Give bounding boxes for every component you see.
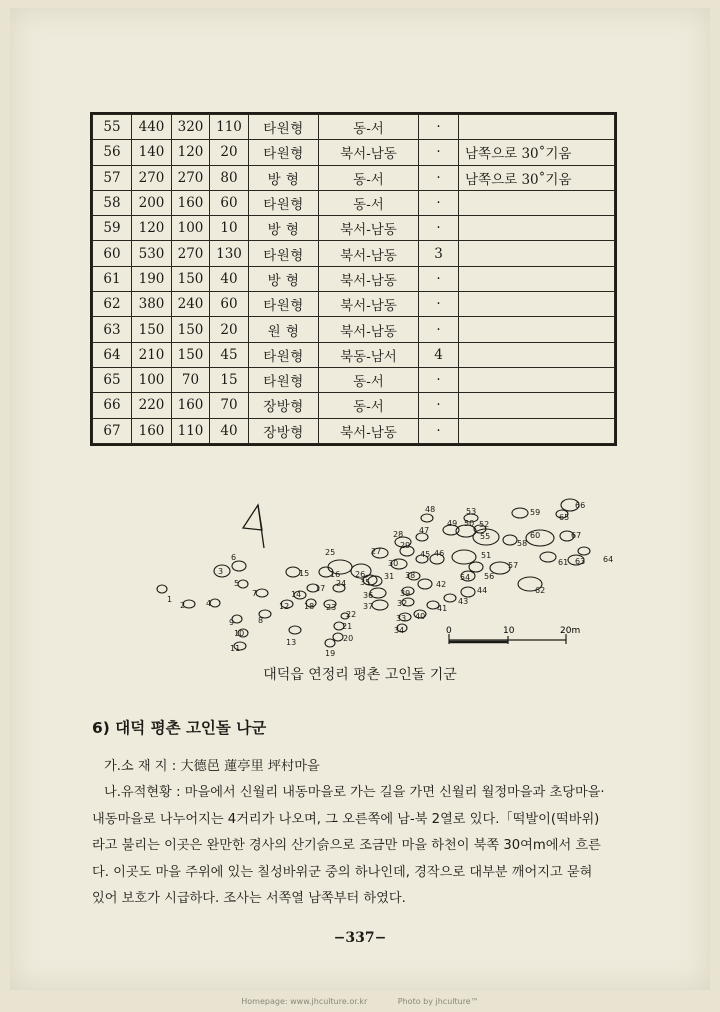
footer-homepage: Homepage: www.jhculture.or.kr: [241, 997, 368, 1006]
cell-shape: 방 형: [249, 266, 319, 291]
cell-shape: 타원형: [249, 241, 319, 266]
dolmen-stone-label: 67: [571, 531, 582, 540]
cell-length: 100: [132, 367, 172, 392]
cell-width: 240: [172, 292, 210, 317]
cell-direction: 북서-남동: [319, 292, 419, 317]
dolmen-stone-label: 1: [167, 595, 173, 604]
dolmen-stone-label: 61: [558, 558, 569, 567]
cell-width: 150: [172, 317, 210, 342]
description-line-2: 내동마을로 나누어지는 4거리가 나오며, 그 오른쪽에 남-북 2열로 있다.「떡발이(떡바위): [92, 811, 600, 827]
section-heading: 6) 대덕 평촌 고인돌 나군: [92, 719, 267, 737]
dolmen-stone-label: 3: [218, 567, 224, 576]
cell-note: [459, 367, 615, 392]
scale-label-mid: 10: [503, 626, 515, 636]
cell-note: [459, 190, 615, 215]
dolmen-stone-label: 58: [517, 539, 528, 548]
dolmen-stone-label: 56: [484, 572, 495, 581]
cell-note: [459, 241, 615, 266]
cell-note: [459, 292, 615, 317]
cell-length: 140: [132, 140, 172, 165]
cell-length: 190: [132, 266, 172, 291]
dolmen-stone-label: 59: [530, 508, 541, 517]
cell-length: 220: [132, 393, 172, 418]
cell-thickness: 20: [210, 317, 249, 342]
cell-mark: ·: [419, 165, 459, 190]
cell-mark: ·: [419, 393, 459, 418]
cell-length: 380: [132, 292, 172, 317]
description-paragraph: [92, 780, 652, 913]
dolmen-stone-label: 7: [252, 589, 258, 598]
cell-thickness: 45: [210, 342, 249, 367]
dolmen-stone-label: 5: [234, 579, 240, 588]
cell-mark: ·: [419, 367, 459, 392]
dolmen-stone-label: 12: [279, 602, 290, 611]
cell-shape: 방 형: [249, 216, 319, 241]
cell-mark: ·: [419, 266, 459, 291]
dolmen-stone-label: 36: [363, 591, 374, 600]
cell-thickness: 60: [210, 190, 249, 215]
cell-width: 120: [172, 140, 210, 165]
dolmen-stone-label: 40: [415, 612, 426, 621]
dolmen-stone-label: 42: [436, 580, 447, 589]
dolmen-stone-label: 22: [346, 610, 357, 619]
figure-caption: 대덕읍 연정리 평촌 고인돌 기군: [263, 667, 457, 683]
dolmen-stone-label: 64: [603, 555, 614, 564]
cell-mark: ·: [419, 190, 459, 215]
table-row: [93, 266, 615, 291]
cell-note: 남쪽으로 30˚기움: [459, 140, 615, 165]
cell-note: [459, 418, 615, 443]
cell-direction: 동-서: [319, 165, 419, 190]
cell-no: 61: [93, 266, 132, 291]
cell-mark: 4: [419, 342, 459, 367]
cell-mark: ·: [419, 216, 459, 241]
table-row: [93, 418, 615, 443]
cell-shape: 타원형: [249, 115, 319, 140]
dolmen-stone-label: 18: [304, 602, 315, 611]
cell-width: 70: [172, 367, 210, 392]
cell-direction: 북서-남동: [319, 241, 419, 266]
cell-shape: 방 형: [249, 165, 319, 190]
scale-label-zero: 0: [446, 626, 452, 636]
cell-direction: 동-서: [319, 115, 419, 140]
dolmen-stone-label: 52: [479, 520, 490, 529]
footer-credits: [0, 997, 720, 1006]
table-row: [93, 393, 615, 418]
dolmen-stone-label: 60: [530, 531, 541, 540]
cell-note: [459, 266, 615, 291]
dolmen-stone-label: 6: [231, 553, 237, 562]
cell-no: 58: [93, 190, 132, 215]
dolmen-stone-label: 26: [355, 570, 366, 579]
cell-no: 64: [93, 342, 132, 367]
dolmen-measurement-table: [92, 114, 615, 444]
dolmen-stone-label: 20: [343, 634, 354, 643]
dolmen-stone-label: 16: [330, 570, 341, 579]
table-row: [93, 241, 615, 266]
cell-direction: 동-서: [319, 393, 419, 418]
dolmen-stone-label: 32: [397, 599, 408, 608]
page-number: −337−: [333, 930, 387, 946]
cell-shape: 타원형: [249, 292, 319, 317]
cell-length: 160: [132, 418, 172, 443]
table-row: [93, 342, 615, 367]
dolmen-stone-label: 37: [363, 602, 374, 611]
cell-width: 150: [172, 342, 210, 367]
cell-shape: 장방형: [249, 418, 319, 443]
dolmen-stone-label: 62: [535, 586, 546, 595]
cell-width: 320: [172, 115, 210, 140]
cell-mark: ·: [419, 317, 459, 342]
dolmen-stone-label: 8: [258, 616, 264, 625]
dolmen-stone-label: 31: [384, 572, 395, 581]
cell-width: 150: [172, 266, 210, 291]
dolmen-stone-label: 17: [315, 584, 326, 593]
cell-note: [459, 317, 615, 342]
dolmen-stone-label: 49: [447, 519, 458, 528]
description-line-3: 라고 불리는 이곳은 완만한 경사의 산기슭으로 조금만 마을 하천이 북쪽 30여m에서 흐른: [92, 838, 601, 853]
cell-direction: 동-서: [319, 367, 419, 392]
footer-photo-credit: Photo by jhculture™: [397, 997, 479, 1006]
cell-direction: 북서-남동: [319, 418, 419, 443]
dolmen-stone-label: 54: [460, 573, 471, 582]
cell-mark: ·: [419, 140, 459, 165]
cell-note: [459, 393, 615, 418]
table-row: [93, 292, 615, 317]
dolmen-stone-label: 29: [400, 541, 411, 550]
dolmen-stone-label: 50: [464, 519, 475, 528]
dolmen-stone-label: 25: [325, 548, 336, 557]
cell-no: 56: [93, 140, 132, 165]
cell-length: 210: [132, 342, 172, 367]
cell-length: 150: [132, 317, 172, 342]
dolmen-stone-label: 13: [286, 638, 297, 647]
description-line-4: 다. 이곳도 마을 주위에 있는 칠성바위군 중의 하나인데, 경작으로 대부분 깨어지고 묻혀: [92, 864, 593, 880]
cell-shape: 타원형: [249, 367, 319, 392]
cell-length: 270: [132, 165, 172, 190]
description-line-1: 나.유적현황 : 마을에서 신월리 내동마을로 가는 길을 가면 신월리 월정마을과 초당마을·: [104, 785, 605, 800]
dolmen-stone-label: 30: [388, 559, 399, 568]
dolmen-stone-label: 10: [234, 629, 245, 638]
cell-length: 440: [132, 115, 172, 140]
scale-label-end: 20m: [560, 626, 581, 636]
dolmen-stone-label: 19: [325, 649, 336, 658]
cell-thickness: 10: [210, 216, 249, 241]
dolmen-stone-label: 34: [394, 626, 405, 635]
cell-shape: 원 형: [249, 317, 319, 342]
dolmen-stone-label: 43: [458, 597, 469, 606]
dolmen-stone-label: 48: [425, 505, 436, 514]
cell-direction: 북서-남동: [319, 140, 419, 165]
cell-no: 65: [93, 367, 132, 392]
cell-mark: ·: [419, 418, 459, 443]
dolmen-stone-label: 24: [336, 579, 347, 588]
location-paragraph: [92, 754, 652, 781]
dolmen-stone-label: 23: [326, 603, 337, 612]
table-row: [93, 367, 615, 392]
cell-no: 62: [93, 292, 132, 317]
cell-thickness: 130: [210, 241, 249, 266]
dolmen-stone-label: 63: [575, 557, 586, 566]
cell-width: 270: [172, 241, 210, 266]
dolmen-stone-label: 66: [575, 501, 586, 510]
cell-no: 63: [93, 317, 132, 342]
table-row: [93, 317, 615, 342]
dolmen-stone-label: 28: [393, 530, 404, 539]
cell-length: 200: [132, 190, 172, 215]
description-line-5: 있어 보호가 시급하다. 조사는 서쪽열 남쪽부터 하였다.: [92, 891, 406, 906]
cell-direction: 북서-남동: [319, 317, 419, 342]
dolmen-stone-label: 35: [360, 578, 371, 587]
cell-note: [459, 216, 615, 241]
cell-direction: 북서-남동: [319, 216, 419, 241]
cell-no: 55: [93, 115, 132, 140]
cell-no: 59: [93, 216, 132, 241]
dolmen-stone-label: 14: [291, 590, 302, 599]
cell-thickness: 20: [210, 140, 249, 165]
dolmen-stone-label: 41: [437, 604, 448, 613]
dolmen-stone-label: 55: [480, 532, 491, 541]
cell-thickness: 80: [210, 165, 249, 190]
table-row: [93, 115, 615, 140]
cell-direction: 북서-남동: [319, 266, 419, 291]
cell-width: 160: [172, 393, 210, 418]
cell-direction: 북동-남서: [319, 342, 419, 367]
table-row: [93, 190, 615, 215]
dolmen-stone-label: 65: [559, 513, 570, 522]
cell-shape: 장방형: [249, 393, 319, 418]
cell-width: 100: [172, 216, 210, 241]
cell-no: 57: [93, 165, 132, 190]
dolmen-stone-label: 44: [477, 586, 488, 595]
cell-no: 66: [93, 393, 132, 418]
dolmen-stone-label: 39: [400, 589, 411, 598]
cell-shape: 타원형: [249, 140, 319, 165]
dolmen-stone-label: 33: [396, 614, 407, 623]
cell-thickness: 15: [210, 367, 249, 392]
cell-direction: 동-서: [319, 190, 419, 215]
cell-mark: ·: [419, 115, 459, 140]
cell-no: 67: [93, 418, 132, 443]
cell-thickness: 60: [210, 292, 249, 317]
cell-mark: ·: [419, 292, 459, 317]
dolmen-stone-label: 45: [420, 550, 431, 559]
cell-note: [459, 115, 615, 140]
cell-length: 120: [132, 216, 172, 241]
dolmen-stone-label: 53: [466, 507, 477, 516]
cell-note: 남쪽으로 30˚기움: [459, 165, 615, 190]
cell-thickness: 110: [210, 115, 249, 140]
cell-length: 530: [132, 241, 172, 266]
cell-width: 160: [172, 190, 210, 215]
cell-shape: 타원형: [249, 342, 319, 367]
dolmen-stone-label: 38: [405, 571, 416, 580]
table-row: [93, 216, 615, 241]
cell-shape: 타원형: [249, 190, 319, 215]
dolmen-stone-label: 9: [229, 618, 235, 627]
cell-thickness: 70: [210, 393, 249, 418]
dolmen-stone-label: 51: [481, 551, 492, 560]
cell-thickness: 40: [210, 266, 249, 291]
cell-no: 60: [93, 241, 132, 266]
cell-thickness: 40: [210, 418, 249, 443]
dolmen-stone-label: 27: [371, 547, 382, 556]
cell-note: [459, 342, 615, 367]
location-line: 가.소 재 지 : 大德邑 蓮亭里 坪村마을: [104, 759, 320, 774]
dolmen-stone-label: 11: [230, 644, 241, 653]
dolmen-stone-label: 47: [419, 526, 430, 535]
dolmen-stone-label: 2: [180, 601, 186, 610]
cell-mark: 3: [419, 241, 459, 266]
dolmen-stone-label: 15: [299, 569, 310, 578]
dolmen-stone-label: 57: [508, 561, 519, 570]
table-row: [93, 140, 615, 165]
dolmen-stone-label: 4: [206, 599, 212, 608]
dolmen-stone-label: 46: [434, 549, 445, 558]
cell-width: 110: [172, 418, 210, 443]
dolmen-stone-label: 21: [342, 622, 353, 631]
table-row: [93, 165, 615, 190]
cell-width: 270: [172, 165, 210, 190]
